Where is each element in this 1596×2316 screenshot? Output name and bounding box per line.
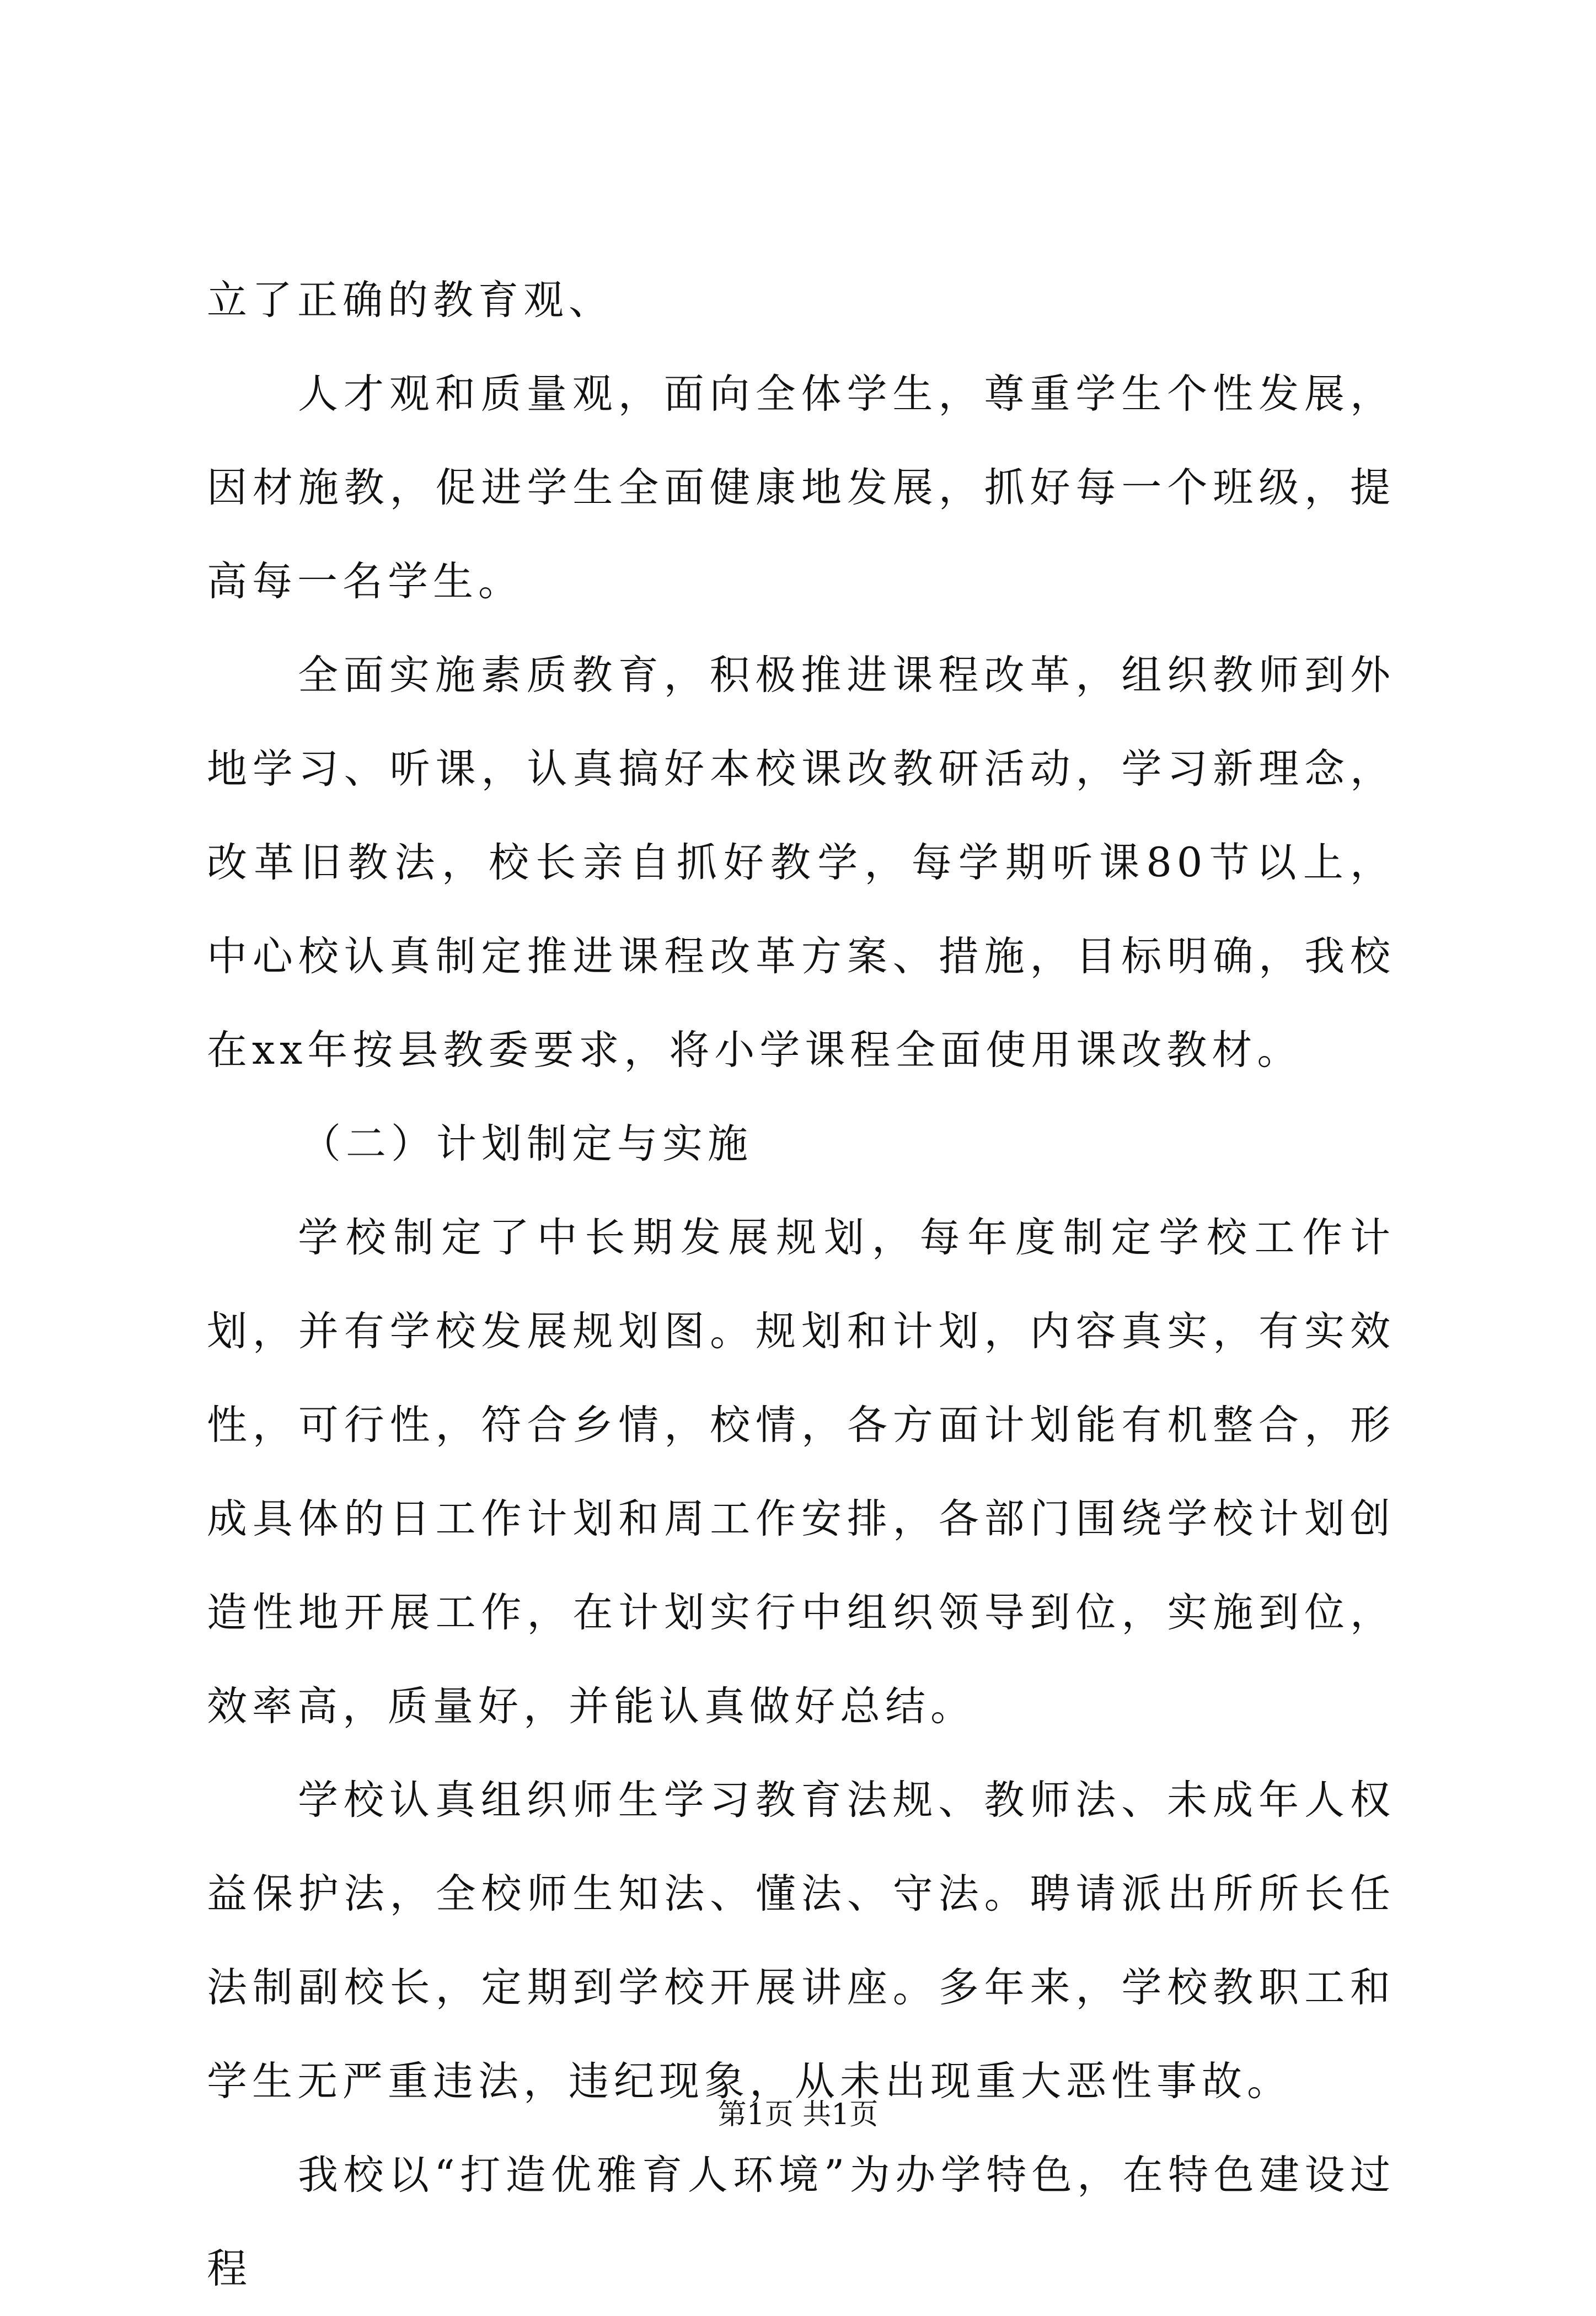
paragraph-school-planning: 学校制定了中长期发展规划，每年度制定学校工作计划，并有学校发展规划图。规划和计划，内容真实，有实效性，可行性，符合乡情，校情，各方面计划能有机整合，形成具体的日工作计划和周工作安排，各部门围绕学校计划创造性地开展工作，在计划实行中组织领导到位，实施到位，效率高，质量好，并能认真做好总结。 bbox=[207, 1214, 1395, 1730]
page-footer: 第1页 共1页 bbox=[717, 2098, 879, 2131]
paragraph-talent-quality-view: 人才观和质量观，面向全体学生，尊重学生个性发展，因材施教，促进学生全面健康地发展，抓好每一个班级，提高每一名学生。 bbox=[207, 371, 1395, 605]
paragraph-school-feature: 我校以“打造优雅育人环境”为办学特色，在特色建设过程 bbox=[207, 2152, 1395, 2292]
paragraph-quality-education: 全面实施素质教育，积极推进课程改革，组织教师到外地学习、听课，认真搞好本校课改教研活动，学习新理念，改革旧教法，校长亲自抓好教学，每学期听课80节以上，中心校认真制定推进课程改革方案、措施，目标明确，我校在xx年按县教委要求，将小学课程全面使用课改教材。 bbox=[207, 652, 1395, 1074]
paragraph-continuation: 立了正确的教育观、 bbox=[207, 277, 614, 324]
document-body bbox=[207, 254, 1395, 2316]
paragraph-legal-education: 学校认真组织师生学习教育法规、教师法、未成年人权益保护法，全校师生知法、懂法、守法。聘请派出所所长任法制副校长，定期到学校开展讲座。多年来，学校教职工和学生无严重违法，违纪现象，从未出现重大恶性事故。 bbox=[207, 1777, 1395, 2105]
section-heading-plan: （二）计划制定与实施 bbox=[301, 1121, 753, 1167]
